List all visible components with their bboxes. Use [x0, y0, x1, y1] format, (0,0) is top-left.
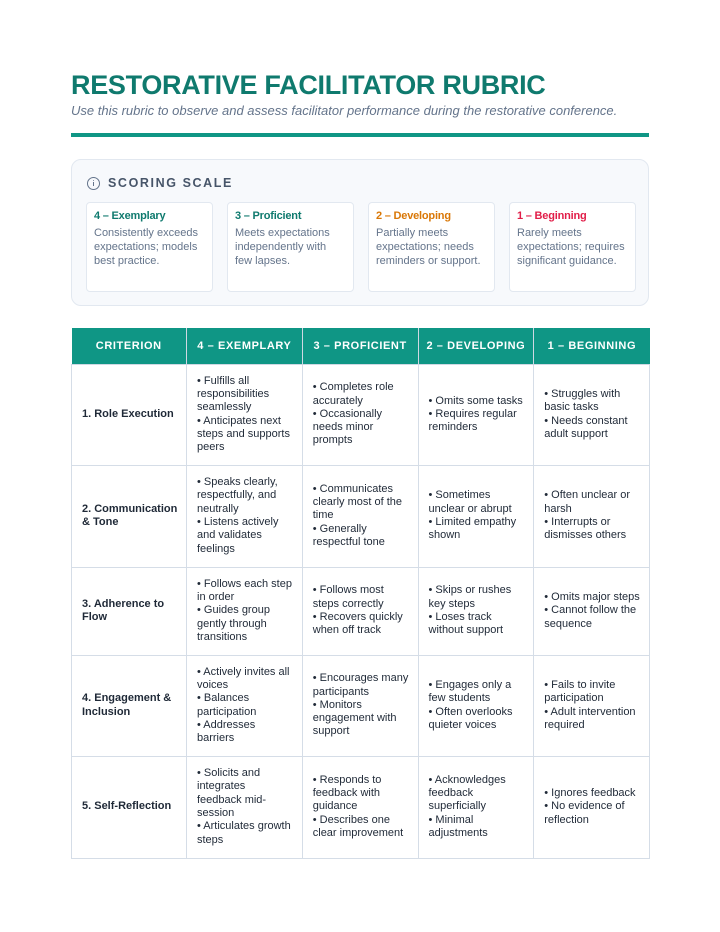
scale-card-description: Partially meets expectations; needs reminders or support.	[376, 227, 481, 267]
descriptor-cell-developing	[418, 567, 534, 655]
descriptor-bullet: • Ignores feedback	[544, 787, 636, 800]
descriptor-cell-developing	[418, 756, 534, 858]
descriptor-cell-exemplary	[187, 655, 303, 756]
scale-card-title: 2 – Developing	[376, 210, 451, 222]
descriptor-bullet: • Balances participation	[197, 692, 257, 718]
descriptor-cell-exemplary	[187, 364, 303, 465]
descriptor-cell-beginning	[534, 655, 650, 756]
rubric-table	[71, 328, 650, 859]
rubric-row	[72, 465, 650, 567]
descriptor-bullet: • Skips or rushes key steps	[428, 584, 512, 610]
scale-card-description: Meets expectations independently with few lapses.	[235, 227, 330, 267]
descriptor-bullet: • Omits some tasks	[428, 394, 523, 407]
descriptor-bullet: • Requires regular reminders	[428, 407, 517, 434]
descriptor-cell-beginning	[534, 567, 650, 655]
criterion-cell: 1. Role Execution	[72, 364, 187, 465]
descriptor-bullet: • Addresses barriers	[197, 718, 256, 745]
column-header-exemplary: 4 – EXEMPLARY	[187, 328, 303, 364]
scale-card-proficient	[227, 202, 354, 292]
descriptor-bullet: • Struggles with basic tasks	[544, 387, 621, 414]
descriptor-bullet: • Solicits and integrates feedback mid-session	[197, 767, 267, 819]
descriptor-bullet: • Fails to invite participation	[544, 678, 616, 705]
descriptor-cell-beginning	[534, 756, 650, 858]
criterion-cell: 2. Communication & Tone	[72, 465, 187, 567]
descriptor-cell-developing	[418, 655, 534, 756]
descriptor-bullet: • Actively invites all voices	[197, 665, 290, 691]
scale-card-developing	[368, 202, 495, 292]
descriptor-bullet: • Recovers quickly when off track	[312, 611, 403, 637]
descriptor-cell-proficient	[302, 465, 418, 567]
descriptor-cell-proficient	[302, 655, 418, 756]
descriptor-bullet: • Guides group gently through transitions	[197, 604, 270, 643]
descriptor-bullet: • Responds to feedback with guidance	[312, 773, 382, 813]
scale-card-title: 1 – Beginning	[517, 210, 587, 222]
descriptor-bullet: • Adult intervention required	[544, 705, 636, 731]
descriptor-cell-exemplary	[187, 465, 303, 567]
rubric-row	[72, 655, 650, 756]
descriptor-bullet: • Omits major steps	[544, 591, 640, 604]
rubric-row	[72, 364, 650, 465]
descriptor-bullet: • Encourages many participants	[312, 672, 409, 698]
descriptor-bullet: • No evidence of reflection	[544, 800, 625, 826]
column-header-beginning: 1 – BEGINNING	[534, 328, 650, 364]
descriptor-bullet: • Occasionally needs minor prompts	[312, 407, 383, 447]
criterion-cell: 5. Self-Reflection	[72, 756, 187, 858]
scale-card-beginning	[509, 202, 636, 292]
descriptor-cell-developing	[418, 465, 534, 567]
column-header-proficient: 3 – PROFICIENT	[302, 328, 418, 364]
descriptor-bullet: • Needs constant adult support	[544, 414, 628, 440]
descriptor-bullet: • Interrupts or dismisses others	[544, 516, 627, 542]
page-title: RESTORATIVE FACILITATOR RUBRIC	[71, 70, 546, 100]
descriptor-cell-developing	[418, 364, 534, 465]
descriptor-bullet: • Describes one clear improvement	[312, 813, 404, 839]
criterion-cell: 4. Engagement & Inclusion	[72, 655, 187, 756]
page-subtitle: Use this rubric to observe and assess facilitator performance during the restorative conference.	[71, 103, 618, 118]
descriptor-cell-proficient	[302, 756, 418, 858]
descriptor-bullet: • Sometimes unclear or abrupt	[428, 489, 512, 515]
scale-card-title: 3 – Proficient	[235, 210, 302, 222]
descriptor-bullet: • Cannot follow the sequence	[544, 604, 637, 630]
rubric-row	[72, 567, 650, 655]
descriptor-cell-proficient	[302, 567, 418, 655]
descriptor-bullet: • Minimal adjustments	[428, 813, 488, 839]
descriptor-bullet: • Often overlooks quieter voices	[428, 705, 513, 731]
descriptor-cell-beginning	[534, 364, 650, 465]
column-header-criterion: CRITERION	[72, 328, 187, 364]
descriptor-bullet: • Communicates clearly most of the time	[312, 482, 403, 522]
descriptor-cell-exemplary	[187, 756, 303, 858]
descriptor-bullet: • Engages only a few students	[428, 678, 512, 705]
descriptor-bullet: • Acknowledges feedback superficially	[428, 773, 506, 813]
scale-card-title: 4 – Exemplary	[94, 210, 166, 222]
title-divider	[71, 133, 649, 137]
descriptor-bullet: • Completes role accurately	[312, 381, 394, 407]
scale-card-exemplary	[86, 202, 213, 292]
descriptor-bullet: • Follows most steps correctly	[312, 584, 384, 610]
rubric-header-row	[72, 328, 650, 364]
descriptor-cell-exemplary	[187, 567, 303, 655]
scale-card-description: Rarely meets expectations; requires significant guidance.	[517, 227, 625, 267]
descriptor-bullet: • Limited empathy shown	[428, 516, 517, 542]
descriptor-bullet: • Listens actively and validates feelings	[197, 516, 279, 555]
criterion-cell: 3. Adherence to Flow	[72, 567, 187, 655]
column-header-developing: 2 – DEVELOPING	[418, 328, 534, 364]
info-icon	[87, 177, 100, 190]
descriptor-bullet: • Anticipates next steps and supports peers	[197, 414, 290, 454]
scoring-scale-header	[87, 176, 233, 190]
descriptor-bullet: • Monitors engagement with support	[312, 698, 397, 738]
scoring-scale-heading: SCORING SCALE	[108, 176, 233, 190]
descriptor-bullet: • Often unclear or harsh	[544, 489, 631, 515]
descriptor-cell-proficient	[302, 364, 418, 465]
descriptor-bullet: • Follows each step in order	[197, 577, 292, 604]
descriptor-bullet: • Loses track without support	[428, 611, 504, 637]
descriptor-bullet: • Fulfills all responsibilities seamlessly	[197, 374, 270, 414]
descriptor-cell-beginning	[534, 465, 650, 567]
descriptor-bullet: • Speaks clearly, respectfully, and neutrally	[197, 476, 278, 515]
descriptor-bullet: • Generally respectful tone	[312, 522, 385, 548]
scale-card-description: Consistently exceeds expectations; models best practice.	[94, 227, 198, 267]
scoring-scale-panel	[71, 159, 649, 306]
rubric-row	[72, 756, 650, 858]
descriptor-bullet: • Articulates growth steps	[197, 820, 291, 846]
